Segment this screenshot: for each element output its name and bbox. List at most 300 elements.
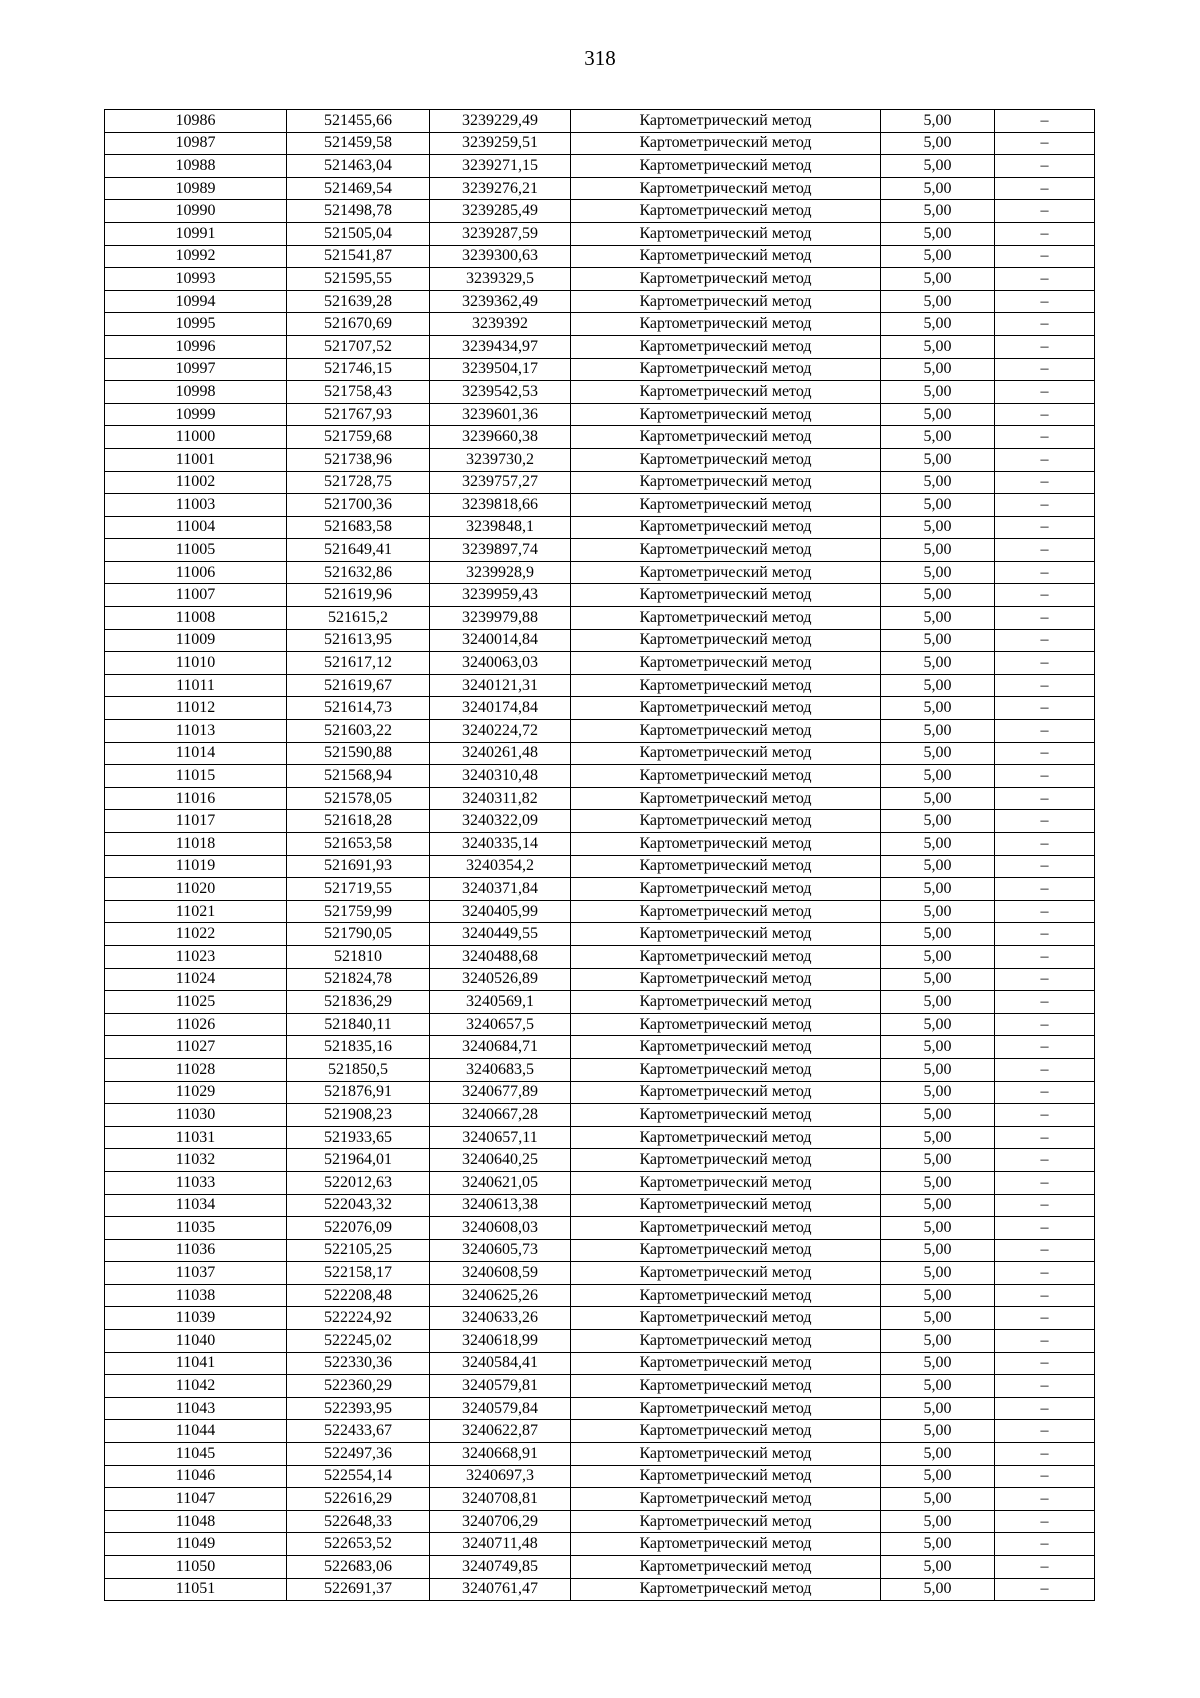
point-number-cell: 11013 [105, 720, 287, 743]
x-coordinate-cell: 521876,91 [287, 1081, 430, 1104]
method-cell: Картометрический метод [571, 1465, 881, 1488]
x-coordinate-cell: 521933,65 [287, 1126, 430, 1149]
point-number-cell: 10986 [105, 110, 287, 133]
x-coordinate-cell: 521619,96 [287, 584, 430, 607]
accuracy-cell: 5,00 [881, 561, 995, 584]
point-number-cell: 10995 [105, 313, 287, 336]
method-cell: Картометрический метод [571, 968, 881, 991]
accuracy-cell: 5,00 [881, 177, 995, 200]
table-row [105, 335, 1095, 358]
table-row [105, 1194, 1095, 1217]
note-cell: – [995, 335, 1095, 358]
accuracy-cell: 5,00 [881, 1578, 995, 1601]
method-cell: Картометрический метод [571, 991, 881, 1014]
point-number-cell: 11018 [105, 833, 287, 856]
table-row [105, 1081, 1095, 1104]
table-row [105, 765, 1095, 788]
page-number: 318 [584, 46, 616, 70]
y-coordinate-cell: 3239979,88 [430, 607, 571, 630]
method-cell: Картометрический метод [571, 1397, 881, 1420]
accuracy-cell: 5,00 [881, 222, 995, 245]
table-row [105, 358, 1095, 381]
y-coordinate-cell: 3240605,73 [430, 1239, 571, 1262]
y-coordinate-cell: 3239601,36 [430, 403, 571, 426]
accuracy-cell: 5,00 [881, 1420, 995, 1443]
note-cell: – [995, 313, 1095, 336]
accuracy-cell: 5,00 [881, 132, 995, 155]
table-row [105, 1149, 1095, 1172]
accuracy-cell: 5,00 [881, 403, 995, 426]
point-number-cell: 11049 [105, 1533, 287, 1556]
x-coordinate-cell: 521618,28 [287, 810, 430, 833]
note-cell: – [995, 1488, 1095, 1511]
point-number-cell: 10994 [105, 290, 287, 313]
method-cell: Картометрический метод [571, 561, 881, 584]
x-coordinate-cell: 521738,96 [287, 448, 430, 471]
accuracy-cell: 5,00 [881, 426, 995, 449]
table-row [105, 1375, 1095, 1398]
x-coordinate-cell: 522683,06 [287, 1556, 430, 1579]
point-number-cell: 11002 [105, 471, 287, 494]
x-coordinate-cell: 522076,09 [287, 1217, 430, 1240]
accuracy-cell: 5,00 [881, 923, 995, 946]
method-cell: Картометрический метод [571, 1081, 881, 1104]
point-number-cell: 10990 [105, 200, 287, 223]
method-cell: Картометрический метод [571, 810, 881, 833]
accuracy-cell: 5,00 [881, 1239, 995, 1262]
accuracy-cell: 5,00 [881, 516, 995, 539]
y-coordinate-cell: 3239757,27 [430, 471, 571, 494]
point-number-cell: 11031 [105, 1126, 287, 1149]
y-coordinate-cell: 3239818,66 [430, 494, 571, 517]
note-cell: – [995, 132, 1095, 155]
accuracy-cell: 5,00 [881, 1104, 995, 1127]
method-cell: Картометрический метод [571, 1578, 881, 1601]
y-coordinate-cell: 3240579,84 [430, 1397, 571, 1420]
x-coordinate-cell: 521649,41 [287, 539, 430, 562]
note-cell: – [995, 1081, 1095, 1104]
method-cell: Картометрический метод [571, 1352, 881, 1375]
y-coordinate-cell: 3240063,03 [430, 652, 571, 675]
point-number-cell: 11042 [105, 1375, 287, 1398]
note-cell: – [995, 1375, 1095, 1398]
table-row [105, 1239, 1095, 1262]
method-cell: Картометрический метод [571, 629, 881, 652]
x-coordinate-cell: 521964,01 [287, 1149, 430, 1172]
x-coordinate-cell: 521707,52 [287, 335, 430, 358]
y-coordinate-cell: 3240749,85 [430, 1556, 571, 1579]
method-cell: Картометрический метод [571, 313, 881, 336]
method-cell: Картометрический метод [571, 765, 881, 788]
point-number-cell: 11040 [105, 1330, 287, 1353]
point-number-cell: 11033 [105, 1171, 287, 1194]
method-cell: Картометрический метод [571, 494, 881, 517]
note-cell: – [995, 1239, 1095, 1262]
x-coordinate-cell: 522330,36 [287, 1352, 430, 1375]
y-coordinate-cell: 3240174,84 [430, 697, 571, 720]
table-row [105, 607, 1095, 630]
y-coordinate-cell: 3240121,31 [430, 674, 571, 697]
table-row [105, 1443, 1095, 1466]
x-coordinate-cell: 522158,17 [287, 1262, 430, 1285]
point-number-cell: 11004 [105, 516, 287, 539]
y-coordinate-cell: 3240488,68 [430, 945, 571, 968]
table-row [105, 923, 1095, 946]
accuracy-cell: 5,00 [881, 471, 995, 494]
method-cell: Картометрический метод [571, 1013, 881, 1036]
point-number-cell: 11035 [105, 1217, 287, 1240]
note-cell: – [995, 810, 1095, 833]
table-row [105, 697, 1095, 720]
point-number-cell: 10998 [105, 381, 287, 404]
y-coordinate-cell: 3240668,91 [430, 1443, 571, 1466]
x-coordinate-cell: 521595,55 [287, 268, 430, 291]
accuracy-cell: 5,00 [881, 1488, 995, 1511]
note-cell: – [995, 1284, 1095, 1307]
table-row [105, 900, 1095, 923]
accuracy-cell: 5,00 [881, 1036, 995, 1059]
note-cell: – [995, 381, 1095, 404]
y-coordinate-cell: 3240633,26 [430, 1307, 571, 1330]
accuracy-cell: 5,00 [881, 381, 995, 404]
y-coordinate-cell: 3240224,72 [430, 720, 571, 743]
note-cell: – [995, 1149, 1095, 1172]
table-row [105, 629, 1095, 652]
point-number-cell: 11026 [105, 1013, 287, 1036]
x-coordinate-cell: 521850,5 [287, 1058, 430, 1081]
table-row [105, 200, 1095, 223]
x-coordinate-cell: 521790,05 [287, 923, 430, 946]
y-coordinate-cell: 3239928,9 [430, 561, 571, 584]
method-cell: Картометрический метод [571, 697, 881, 720]
accuracy-cell: 5,00 [881, 720, 995, 743]
x-coordinate-cell: 522043,32 [287, 1194, 430, 1217]
note-cell: – [995, 991, 1095, 1014]
method-cell: Картометрический метод [571, 222, 881, 245]
table-row [105, 132, 1095, 155]
point-number-cell: 11025 [105, 991, 287, 1014]
x-coordinate-cell: 521590,88 [287, 742, 430, 765]
table-row [105, 1104, 1095, 1127]
y-coordinate-cell: 3239285,49 [430, 200, 571, 223]
accuracy-cell: 5,00 [881, 697, 995, 720]
point-number-cell: 11044 [105, 1420, 287, 1443]
note-cell: – [995, 177, 1095, 200]
note-cell: – [995, 426, 1095, 449]
note-cell: – [995, 245, 1095, 268]
y-coordinate-cell: 3239392 [430, 313, 571, 336]
point-number-cell: 11051 [105, 1578, 287, 1601]
table-row [105, 1171, 1095, 1194]
point-number-cell: 11037 [105, 1262, 287, 1285]
y-coordinate-cell: 3240405,99 [430, 900, 571, 923]
point-number-cell: 11008 [105, 607, 287, 630]
x-coordinate-cell: 522224,92 [287, 1307, 430, 1330]
x-coordinate-cell: 521700,36 [287, 494, 430, 517]
x-coordinate-cell: 522691,37 [287, 1578, 430, 1601]
x-coordinate-cell: 522393,95 [287, 1397, 430, 1420]
accuracy-cell: 5,00 [881, 1533, 995, 1556]
accuracy-cell: 5,00 [881, 1465, 995, 1488]
note-cell: – [995, 1307, 1095, 1330]
x-coordinate-cell: 521614,73 [287, 697, 430, 720]
y-coordinate-cell: 3240622,87 [430, 1420, 571, 1443]
method-cell: Картометрический метод [571, 1533, 881, 1556]
x-coordinate-cell: 521505,04 [287, 222, 430, 245]
note-cell: – [995, 1036, 1095, 1059]
table-row [105, 810, 1095, 833]
point-number-cell: 10993 [105, 268, 287, 291]
accuracy-cell: 5,00 [881, 1171, 995, 1194]
table-row [105, 1397, 1095, 1420]
table-row [105, 245, 1095, 268]
table-row [105, 720, 1095, 743]
accuracy-cell: 5,00 [881, 245, 995, 268]
accuracy-cell: 5,00 [881, 991, 995, 1014]
method-cell: Картометрический метод [571, 1171, 881, 1194]
accuracy-cell: 5,00 [881, 900, 995, 923]
y-coordinate-cell: 3239300,63 [430, 245, 571, 268]
accuracy-cell: 5,00 [881, 1262, 995, 1285]
method-cell: Картометрический метод [571, 923, 881, 946]
y-coordinate-cell: 3240310,48 [430, 765, 571, 788]
method-cell: Картометрический метод [571, 833, 881, 856]
method-cell: Картометрический метод [571, 1307, 881, 1330]
x-coordinate-cell: 521455,66 [287, 110, 430, 133]
method-cell: Картометрический метод [571, 787, 881, 810]
y-coordinate-cell: 3240657,5 [430, 1013, 571, 1036]
x-coordinate-cell: 521632,86 [287, 561, 430, 584]
accuracy-cell: 5,00 [881, 268, 995, 291]
table-row [105, 878, 1095, 901]
accuracy-cell: 5,00 [881, 1556, 995, 1579]
note-cell: – [995, 1330, 1095, 1353]
table-row [105, 516, 1095, 539]
table-row [105, 1284, 1095, 1307]
note-cell: – [995, 1104, 1095, 1127]
point-number-cell: 11016 [105, 787, 287, 810]
table-row [105, 833, 1095, 856]
table-row [105, 539, 1095, 562]
point-number-cell: 11041 [105, 1352, 287, 1375]
y-coordinate-cell: 3239271,15 [430, 155, 571, 178]
table-row [105, 652, 1095, 675]
accuracy-cell: 5,00 [881, 494, 995, 517]
note-cell: – [995, 787, 1095, 810]
point-number-cell: 10996 [105, 335, 287, 358]
y-coordinate-cell: 3240449,55 [430, 923, 571, 946]
accuracy-cell: 5,00 [881, 1397, 995, 1420]
point-number-cell: 11028 [105, 1058, 287, 1081]
y-coordinate-cell: 3240708,81 [430, 1488, 571, 1511]
accuracy-cell: 5,00 [881, 945, 995, 968]
coordinates-table [104, 109, 1095, 1601]
y-coordinate-cell: 3239897,74 [430, 539, 571, 562]
y-coordinate-cell: 3239276,21 [430, 177, 571, 200]
note-cell: – [995, 516, 1095, 539]
point-number-cell: 11029 [105, 1081, 287, 1104]
point-number-cell: 11005 [105, 539, 287, 562]
method-cell: Картометрический метод [571, 268, 881, 291]
table-row [105, 561, 1095, 584]
note-cell: – [995, 561, 1095, 584]
note-cell: – [995, 448, 1095, 471]
note-cell: – [995, 1533, 1095, 1556]
y-coordinate-cell: 3240311,82 [430, 787, 571, 810]
point-number-cell: 11027 [105, 1036, 287, 1059]
y-coordinate-cell: 3239848,1 [430, 516, 571, 539]
table-row [105, 1420, 1095, 1443]
method-cell: Картометрический метод [571, 245, 881, 268]
x-coordinate-cell: 521728,75 [287, 471, 430, 494]
note-cell: – [995, 1058, 1095, 1081]
accuracy-cell: 5,00 [881, 448, 995, 471]
note-cell: – [995, 900, 1095, 923]
method-cell: Картометрический метод [571, 900, 881, 923]
y-coordinate-cell: 3239504,17 [430, 358, 571, 381]
accuracy-cell: 5,00 [881, 539, 995, 562]
note-cell: – [995, 1443, 1095, 1466]
x-coordinate-cell: 521759,99 [287, 900, 430, 923]
table-row [105, 1352, 1095, 1375]
table-row [105, 381, 1095, 404]
point-number-cell: 11014 [105, 742, 287, 765]
table-row [105, 177, 1095, 200]
note-cell: – [995, 471, 1095, 494]
method-cell: Картометрический метод [571, 1239, 881, 1262]
table-row [105, 1556, 1095, 1579]
y-coordinate-cell: 3239229,49 [430, 110, 571, 133]
table-row [105, 855, 1095, 878]
point-number-cell: 11034 [105, 1194, 287, 1217]
point-number-cell: 11023 [105, 945, 287, 968]
accuracy-cell: 5,00 [881, 1058, 995, 1081]
table-row [105, 584, 1095, 607]
note-cell: – [995, 1420, 1095, 1443]
point-number-cell: 11012 [105, 697, 287, 720]
point-number-cell: 10991 [105, 222, 287, 245]
coordinates-table-body [105, 110, 1095, 1601]
y-coordinate-cell: 3239329,5 [430, 268, 571, 291]
table-row [105, 742, 1095, 765]
method-cell: Картометрический метод [571, 607, 881, 630]
note-cell: – [995, 494, 1095, 517]
accuracy-cell: 5,00 [881, 629, 995, 652]
table-row [105, 1307, 1095, 1330]
note-cell: – [995, 878, 1095, 901]
accuracy-cell: 5,00 [881, 313, 995, 336]
y-coordinate-cell: 3240322,09 [430, 810, 571, 833]
note-cell: – [995, 1171, 1095, 1194]
y-coordinate-cell: 3240667,28 [430, 1104, 571, 1127]
note-cell: – [995, 629, 1095, 652]
y-coordinate-cell: 3240608,59 [430, 1262, 571, 1285]
y-coordinate-cell: 3240657,11 [430, 1126, 571, 1149]
table-row [105, 968, 1095, 991]
x-coordinate-cell: 521603,22 [287, 720, 430, 743]
point-number-cell: 11020 [105, 878, 287, 901]
y-coordinate-cell: 3240706,29 [430, 1510, 571, 1533]
y-coordinate-cell: 3239362,49 [430, 290, 571, 313]
point-number-cell: 11000 [105, 426, 287, 449]
table-row [105, 1036, 1095, 1059]
method-cell: Картометрический метод [571, 358, 881, 381]
point-number-cell: 11047 [105, 1488, 287, 1511]
accuracy-cell: 5,00 [881, 1330, 995, 1353]
y-coordinate-cell: 3239959,43 [430, 584, 571, 607]
y-coordinate-cell: 3240526,89 [430, 968, 571, 991]
method-cell: Картометрический метод [571, 1194, 881, 1217]
method-cell: Картометрический метод [571, 742, 881, 765]
accuracy-cell: 5,00 [881, 1149, 995, 1172]
method-cell: Картометрический метод [571, 720, 881, 743]
method-cell: Картометрический метод [571, 674, 881, 697]
note-cell: – [995, 1556, 1095, 1579]
x-coordinate-cell: 522554,14 [287, 1465, 430, 1488]
method-cell: Картометрический метод [571, 539, 881, 562]
y-coordinate-cell: 3240677,89 [430, 1081, 571, 1104]
accuracy-cell: 5,00 [881, 290, 995, 313]
method-cell: Картометрический метод [571, 1375, 881, 1398]
x-coordinate-cell: 521810 [287, 945, 430, 968]
table-row [105, 222, 1095, 245]
x-coordinate-cell: 521670,69 [287, 313, 430, 336]
table-row [105, 448, 1095, 471]
note-cell: – [995, 222, 1095, 245]
table-row [105, 1262, 1095, 1285]
table-row [105, 1013, 1095, 1036]
table-row [105, 1533, 1095, 1556]
method-cell: Картометрический метод [571, 1510, 881, 1533]
y-coordinate-cell: 3239434,97 [430, 335, 571, 358]
point-number-cell: 11015 [105, 765, 287, 788]
accuracy-cell: 5,00 [881, 335, 995, 358]
note-cell: – [995, 1465, 1095, 1488]
method-cell: Картометрический метод [571, 1126, 881, 1149]
point-number-cell: 11045 [105, 1443, 287, 1466]
table-row [105, 674, 1095, 697]
accuracy-cell: 5,00 [881, 765, 995, 788]
note-cell: – [995, 1352, 1095, 1375]
y-coordinate-cell: 3239287,59 [430, 222, 571, 245]
x-coordinate-cell: 522648,33 [287, 1510, 430, 1533]
method-cell: Картометрический метод [571, 516, 881, 539]
note-cell: – [995, 742, 1095, 765]
method-cell: Картометрический метод [571, 945, 881, 968]
method-cell: Картометрический метод [571, 1058, 881, 1081]
accuracy-cell: 5,00 [881, 833, 995, 856]
note-cell: – [995, 1262, 1095, 1285]
note-cell: – [995, 155, 1095, 178]
point-number-cell: 11007 [105, 584, 287, 607]
method-cell: Картометрический метод [571, 1036, 881, 1059]
method-cell: Картометрический метод [571, 1488, 881, 1511]
note-cell: – [995, 290, 1095, 313]
x-coordinate-cell: 521758,43 [287, 381, 430, 404]
y-coordinate-cell: 3240613,38 [430, 1194, 571, 1217]
accuracy-cell: 5,00 [881, 1013, 995, 1036]
x-coordinate-cell: 522208,48 [287, 1284, 430, 1307]
accuracy-cell: 5,00 [881, 878, 995, 901]
note-cell: – [995, 584, 1095, 607]
y-coordinate-cell: 3240569,1 [430, 991, 571, 1014]
point-number-cell: 11036 [105, 1239, 287, 1262]
x-coordinate-cell: 521639,28 [287, 290, 430, 313]
x-coordinate-cell: 521615,2 [287, 607, 430, 630]
note-cell: – [995, 1013, 1095, 1036]
note-cell: – [995, 923, 1095, 946]
point-number-cell: 10989 [105, 177, 287, 200]
